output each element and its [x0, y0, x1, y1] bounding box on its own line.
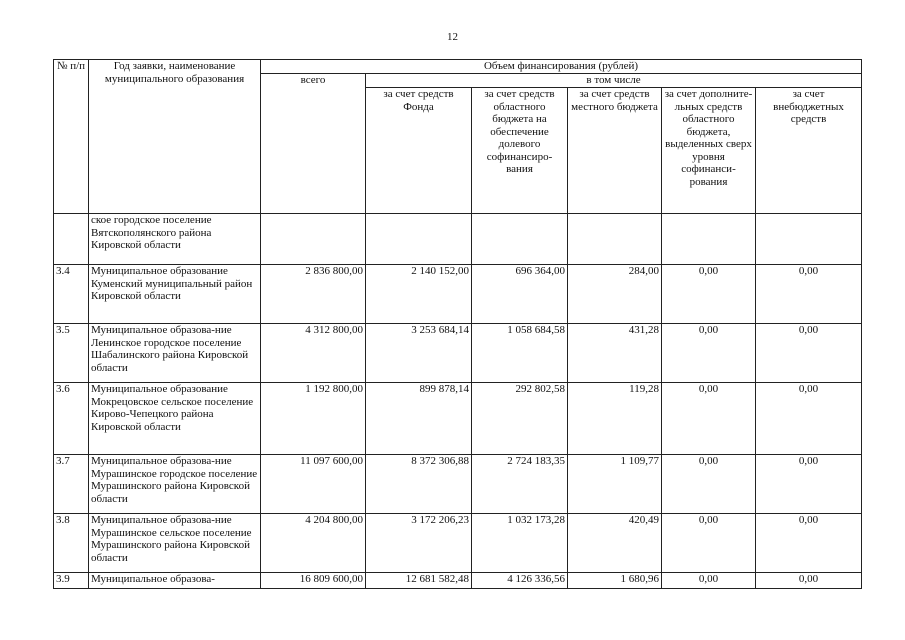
table-row	[54, 514, 862, 573]
page-number: 12	[447, 31, 458, 43]
row-total: 2 836 800,00	[261, 265, 366, 324]
header-regional: за счет средств областного бюджета на обеспечение долевого софинансиро-вания	[472, 88, 568, 214]
row-fund: 3 253 684,14	[366, 324, 472, 383]
row-name: Муниципальное образова-ние Мурашинское сельское поселение Мурашинского района Кировской области	[89, 514, 261, 573]
row-total: 16 809 600,00	[261, 573, 366, 589]
row-num: 3.4	[54, 265, 89, 324]
header-funding: Объем финансирования (рублей)	[261, 60, 862, 74]
row-additional: 0,00	[662, 455, 756, 514]
funding-table	[53, 59, 862, 589]
row-fund: 8 372 306,88	[366, 455, 472, 514]
row-extrabudget: 0,00	[756, 265, 862, 324]
row-local: 431,28	[568, 324, 662, 383]
row-fund: 2 140 152,00	[366, 265, 472, 324]
row-regional: 2 724 183,35	[472, 455, 568, 514]
row-name: Муниципальное образова-ние Мурашинское городское поселение Мурашинского района Кировской области	[89, 455, 261, 514]
table-row	[54, 324, 862, 383]
row-additional: 0,00	[662, 573, 756, 589]
row-name: Муниципальное образова-ние Ленинское городское поселение Шабалинского района Кировской области	[89, 324, 261, 383]
row-extrabudget: 0,00	[756, 383, 862, 455]
table-row	[54, 214, 862, 265]
row-local: 119,28	[568, 383, 662, 455]
row-additional: 0,00	[662, 265, 756, 324]
row-extrabudget: 0,00	[756, 455, 862, 514]
row-num: 3.9	[54, 573, 89, 589]
row-total: 1 192 800,00	[261, 383, 366, 455]
row-regional: 4 126 336,56	[472, 573, 568, 589]
row-regional: 292 802,58	[472, 383, 568, 455]
row-total: 4 204 800,00	[261, 514, 366, 573]
row-local: 420,49	[568, 514, 662, 573]
row-additional: 0,00	[662, 324, 756, 383]
row-num: 3.5	[54, 324, 89, 383]
table-row	[54, 383, 862, 455]
header-extrabudget: за счет внебюджетных средств	[756, 88, 862, 214]
table-row	[54, 455, 862, 514]
row-name: ское городское поселение Вятскополянского района Кировской области	[89, 214, 261, 265]
row-name: Муниципальное образование Мокрецовское сельское поселение Кирово-Чепецкого района Кировской области	[89, 383, 261, 455]
row-total: 11 097 600,00	[261, 455, 366, 514]
row-local: 1 680,96	[568, 573, 662, 589]
row-fund: 899 878,14	[366, 383, 472, 455]
row-total: 4 312 800,00	[261, 324, 366, 383]
table-row	[54, 265, 862, 324]
header-fund: за счет средств Фонда	[366, 88, 472, 214]
row-additional	[662, 214, 756, 265]
row-regional: 696 364,00	[472, 265, 568, 324]
row-extrabudget: 0,00	[756, 514, 862, 573]
row-local	[568, 214, 662, 265]
table-row	[54, 573, 862, 589]
row-additional: 0,00	[662, 383, 756, 455]
header-local: за счет средств местного бюджета	[568, 88, 662, 214]
header-including: в том числе	[366, 74, 862, 88]
row-num: 3.8	[54, 514, 89, 573]
row-regional: 1 058 684,58	[472, 324, 568, 383]
row-regional: 1 032 173,28	[472, 514, 568, 573]
row-fund	[366, 214, 472, 265]
row-extrabudget: 0,00	[756, 573, 862, 589]
row-num	[54, 214, 89, 265]
row-total	[261, 214, 366, 265]
row-extrabudget: 0,00	[756, 324, 862, 383]
row-num: 3.7	[54, 455, 89, 514]
row-name: Муниципальное образова-	[89, 573, 261, 589]
row-regional	[472, 214, 568, 265]
row-extrabudget	[756, 214, 862, 265]
header-row	[54, 60, 862, 74]
row-local: 1 109,77	[568, 455, 662, 514]
row-fund: 12 681 582,48	[366, 573, 472, 589]
header-total: всего	[261, 74, 366, 214]
row-local: 284,00	[568, 265, 662, 324]
row-fund: 3 172 206,23	[366, 514, 472, 573]
header-name: Год заявки, наименование муниципального образования	[89, 60, 261, 214]
header-num: № п/п	[54, 60, 89, 214]
row-name: Муниципальное образование Куменский муниципальный район Кировской области	[89, 265, 261, 324]
row-num: 3.6	[54, 383, 89, 455]
row-additional: 0,00	[662, 514, 756, 573]
header-additional: за счет дополните-льных средств областного бюджета, выделенных сверх уровня софинанси-рования	[662, 88, 756, 214]
